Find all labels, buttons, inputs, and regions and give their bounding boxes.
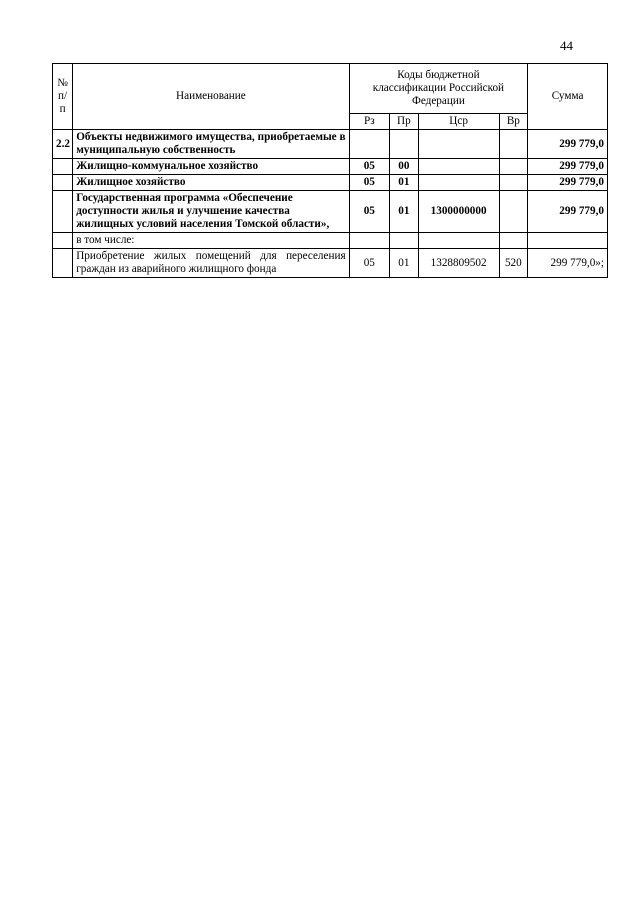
row-csr: 1328809502 (418, 249, 499, 278)
row-pr (390, 130, 419, 159)
row-sum: 299 779,0»; (528, 249, 608, 278)
row-rz: 05 (349, 249, 389, 278)
row-rz: 05 (349, 159, 389, 175)
row-name: в том числе: (73, 233, 349, 249)
row-vr: 520 (499, 249, 528, 278)
row-vr (499, 130, 528, 159)
header-name: Наименование (73, 64, 349, 130)
row-num: 2.2 (53, 130, 73, 159)
table-row (53, 249, 608, 278)
header-csr: Цср (418, 114, 499, 130)
row-name: Государственная программа «Обеспечение доступности жилья и улучшение качества жилищных условий населения Томской области», (73, 191, 349, 233)
row-csr (418, 159, 499, 175)
page-number: 44 (560, 38, 573, 53)
row-csr (418, 233, 499, 249)
row-num (53, 159, 73, 175)
row-vr (499, 233, 528, 249)
table-row (53, 130, 608, 159)
header-pr: Пр (390, 114, 419, 130)
row-name: Приобретение жилых помещений для переселения граждан из аварийного жилищного фонда (73, 249, 349, 278)
row-num (53, 249, 73, 278)
row-csr (418, 175, 499, 191)
row-vr (499, 159, 528, 175)
row-sum: 299 779,0 (528, 130, 608, 159)
row-pr: 01 (390, 249, 419, 278)
row-csr: 1300000000 (418, 191, 499, 233)
row-vr (499, 175, 528, 191)
row-pr: 01 (390, 191, 419, 233)
row-sum: 299 779,0 (528, 191, 608, 233)
table-row (53, 191, 608, 233)
row-num (53, 175, 73, 191)
row-name: Объекты недвижимого имущества, приобретаемые в муниципальную собственность (73, 130, 349, 159)
row-pr: 00 (390, 159, 419, 175)
table-header-row (53, 64, 608, 114)
header-rz: Рз (349, 114, 389, 130)
row-name: Жилищное хозяйство (73, 175, 349, 191)
row-rz (349, 130, 389, 159)
row-rz (349, 233, 389, 249)
budget-table (52, 63, 608, 278)
header-num: № п/п (53, 64, 73, 130)
row-pr: 01 (390, 175, 419, 191)
row-num (53, 191, 73, 233)
row-sum (528, 233, 608, 249)
row-sum: 299 779,0 (528, 175, 608, 191)
row-vr (499, 191, 528, 233)
header-codes-group: Коды бюджетной классификации Российской Федерации (349, 64, 528, 114)
table-row (53, 159, 608, 175)
row-rz: 05 (349, 191, 389, 233)
header-sum: Сумма (528, 64, 608, 130)
header-vr: Вр (499, 114, 528, 130)
row-csr (418, 130, 499, 159)
table-row (53, 175, 608, 191)
table-row (53, 233, 608, 249)
row-name: Жилищно-коммунальное хозяйство (73, 159, 349, 175)
row-num (53, 233, 73, 249)
row-rz: 05 (349, 175, 389, 191)
row-pr (390, 233, 419, 249)
row-sum: 299 779,0 (528, 159, 608, 175)
